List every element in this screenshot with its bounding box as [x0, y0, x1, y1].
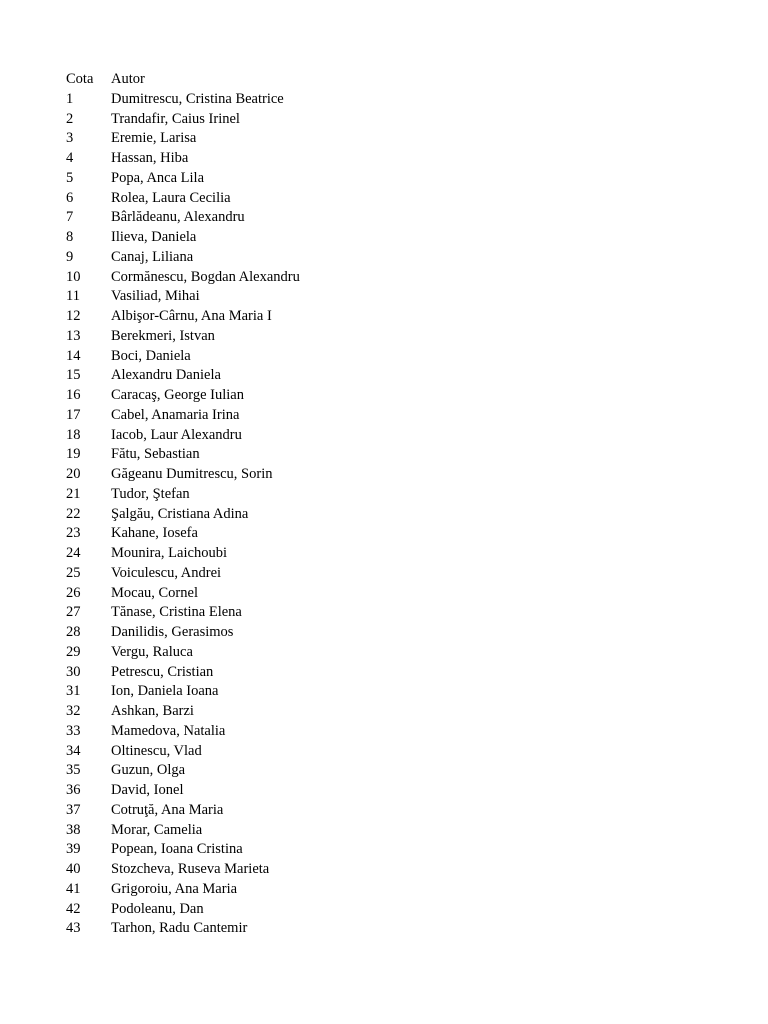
cota-cell: 2 — [66, 110, 74, 127]
autor-cell: Rolea, Laura Cecilia — [111, 189, 231, 206]
autor-cell: Popean, Ioana Cristina — [111, 841, 243, 858]
cota-cell: 29 — [66, 643, 81, 660]
autor-cell: Ashkan, Barzi — [111, 703, 194, 719]
autor-cell: Stozcheva, Ruseva Marieta — [111, 861, 270, 877]
autor-cell: Mamedova, Natalia — [111, 722, 226, 739]
autor-cell: Ilieva, Daniela — [111, 229, 197, 245]
cota-cell: 3 — [66, 130, 74, 147]
cota-cell: 14 — [66, 347, 81, 364]
cota-cell: 39 — [66, 841, 81, 858]
cota-cell: 9 — [66, 248, 74, 265]
header-autor: Autor — [111, 71, 145, 87]
autor-cell: Cormănescu, Bogdan Alexandru — [111, 268, 300, 285]
cota-cell: 43 — [66, 920, 81, 937]
cota-cell: 22 — [66, 505, 81, 522]
cota-cell: 33 — [66, 722, 81, 739]
autor-cell: Eremie, Larisa — [111, 130, 197, 147]
autor-cell: Mocau, Cornel — [111, 584, 198, 601]
autor-cell: David, Ionel — [111, 782, 184, 798]
autor-cell: Petrescu, Cristian — [111, 663, 214, 680]
cota-cell: 38 — [66, 821, 81, 838]
autor-cell: Albişor-Cârnu, Ana Maria I — [111, 308, 272, 324]
cota-cell: 24 — [66, 545, 81, 561]
cota-cell: 18 — [66, 426, 81, 443]
cota-cell: 12 — [66, 308, 81, 324]
autor-cell: Iacob, Laur Alexandru — [111, 426, 242, 443]
autor-cell: Dumitrescu, Cristina Beatrice — [111, 90, 284, 107]
cota-cell: 30 — [66, 663, 81, 680]
cota-cell: 42 — [66, 900, 81, 917]
cota-cell: 7 — [66, 209, 74, 226]
autor-cell: Alexandru Daniela — [111, 367, 221, 384]
autor-cell: Boci, Daniela — [111, 347, 191, 364]
autor-cell: Oltinescu, Vlad — [111, 742, 202, 759]
autor-cell: Tarhon, Radu Cantemir — [111, 920, 248, 937]
autor-cell: Vasiliad, Mihai — [111, 288, 200, 305]
cota-cell: 35 — [66, 762, 81, 779]
autor-cell: Cotruţă, Ana Maria — [111, 801, 224, 818]
cota-cell: 13 — [66, 327, 81, 344]
autor-cell: Canaj, Liliana — [111, 248, 194, 265]
autor-cell: Cabel, Anamaria Irina — [111, 406, 240, 423]
autor-cell: Vergu, Raluca — [111, 643, 193, 660]
cota-cell: 25 — [66, 564, 81, 581]
cota-cell: 40 — [66, 861, 81, 877]
cota-cell: 31 — [66, 683, 81, 700]
cota-cell: 1 — [66, 90, 74, 107]
cota-cell: 36 — [66, 782, 81, 798]
autor-cell: Danilidis, Gerasimos — [111, 624, 234, 640]
cota-cell: 28 — [66, 624, 81, 640]
autor-cell: Voiculescu, Andrei — [111, 564, 222, 581]
autor-cell: Tudor, Ştefan — [111, 485, 190, 502]
header-cota: Cota — [66, 71, 94, 87]
cota-cell: 16 — [66, 387, 81, 403]
autor-cell: Podoleanu, Dan — [111, 900, 204, 917]
autor-cell: Găgeanu Dumitrescu, Sorin — [111, 466, 273, 482]
autor-cell: Şalgău, Cristiana Adina — [111, 505, 249, 522]
autor-cell: Hassan, Hiba — [111, 150, 189, 166]
cota-cell: 5 — [66, 169, 74, 186]
autor-cell: Kahane, Iosefa — [111, 525, 198, 542]
autor-cell: Trandafir, Caius Irinel — [111, 110, 240, 127]
autor-cell: Ion, Daniela Ioana — [111, 683, 219, 700]
cota-cell: 17 — [66, 406, 81, 423]
cota-cell: 4 — [66, 150, 74, 166]
cota-cell: 8 — [66, 229, 74, 245]
cota-cell: 26 — [66, 584, 81, 601]
cota-cell: 41 — [66, 880, 81, 897]
cota-cell: 27 — [66, 604, 81, 621]
cota-cell: 32 — [66, 703, 81, 719]
cota-cell: 20 — [66, 466, 81, 482]
cota-cell: 21 — [66, 485, 81, 502]
autor-cell: Morar, Camelia — [111, 821, 203, 838]
cota-cell: 23 — [66, 525, 81, 542]
autor-cell: Caracaş, George Iulian — [111, 387, 244, 403]
cota-cell: 11 — [66, 288, 80, 305]
autor-cell: Popa, Anca Lila — [111, 169, 205, 186]
cota-cell: 37 — [66, 801, 81, 818]
cota-cell: 19 — [66, 446, 81, 463]
autor-cell: Berekmeri, Istvan — [111, 327, 215, 344]
autor-cell: Grigoroiu, Ana Maria — [111, 880, 238, 897]
autor-cell: Bârlădeanu, Alexandru — [111, 209, 245, 226]
cota-cell: 6 — [66, 189, 74, 206]
autor-cell: Fătu, Sebastian — [111, 446, 200, 463]
cota-cell: 34 — [66, 742, 81, 759]
cota-cell: 10 — [66, 268, 81, 285]
autor-cell: Guzun, Olga — [111, 762, 186, 779]
cota-cell: 15 — [66, 367, 81, 384]
autor-cell: Mounira, Laichoubi — [111, 545, 227, 561]
autor-cell: Tănase, Cristina Elena — [111, 604, 242, 621]
